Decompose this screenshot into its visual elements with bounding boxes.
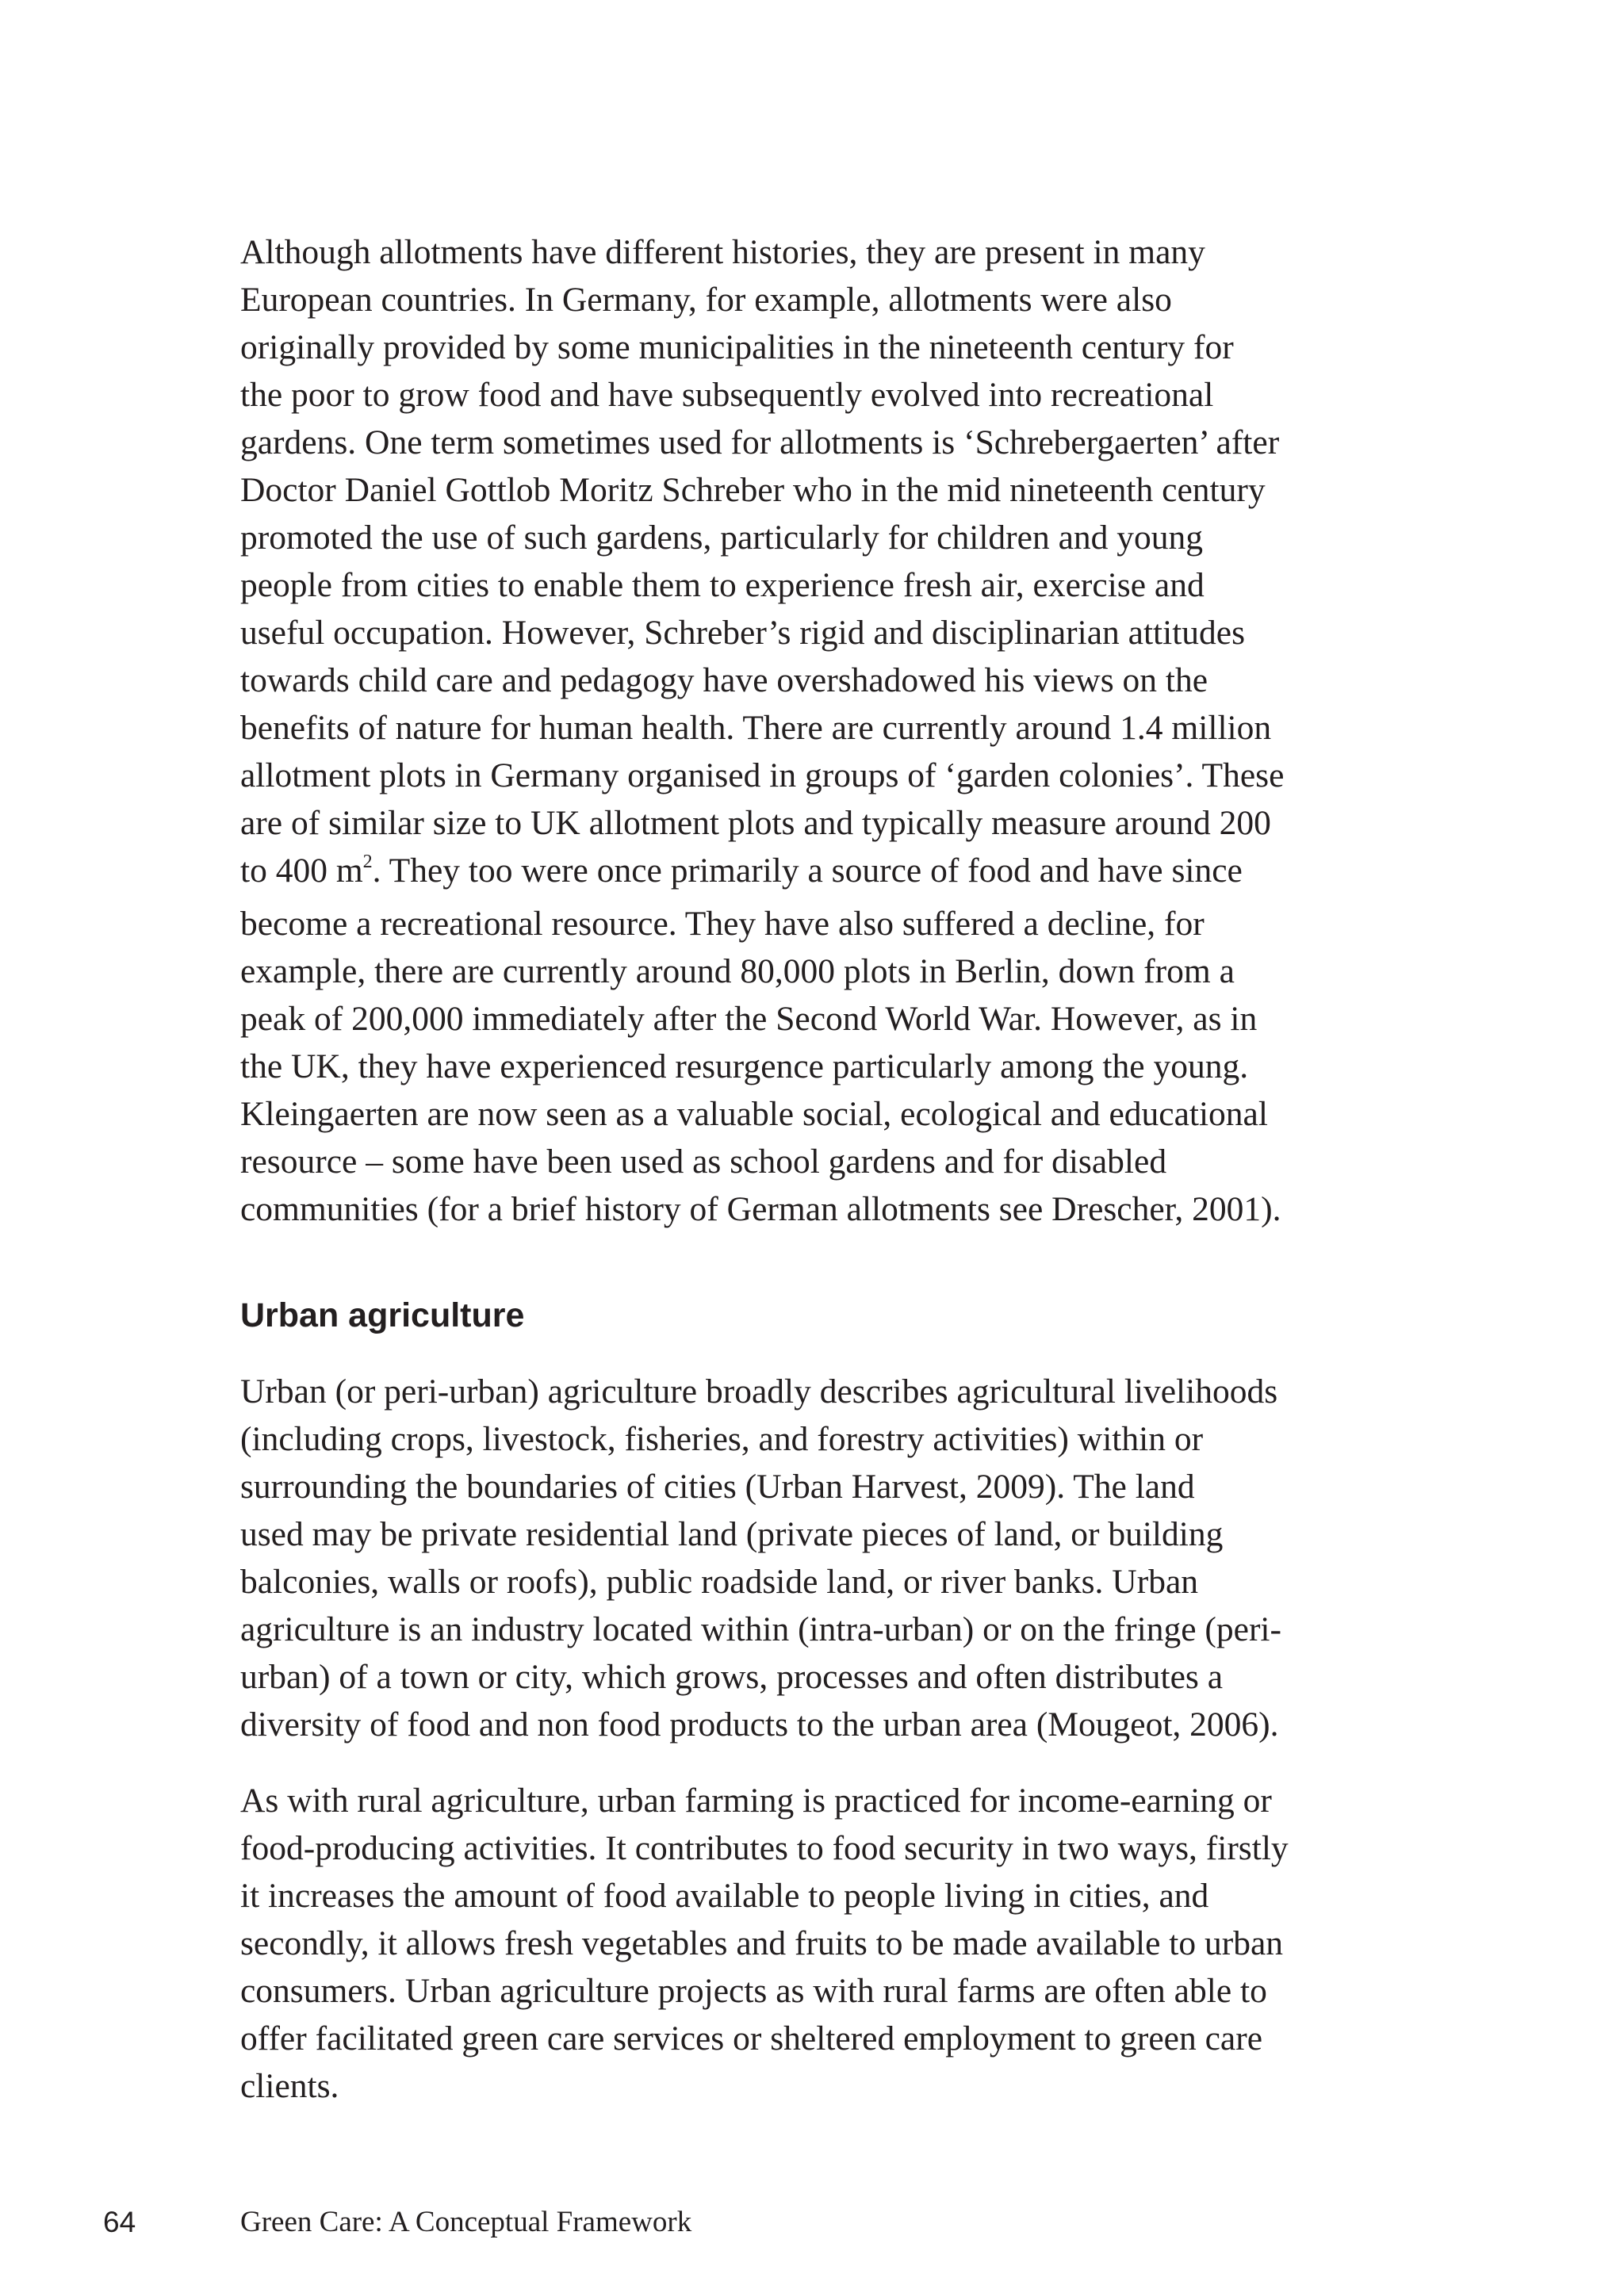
page-number: 64 bbox=[103, 2206, 136, 2238]
text-line: allotment plots in Germany organised in groups of ‘garden colonies’. These bbox=[240, 756, 1285, 794]
text-line: diversity of food and non food products to the urban area (Mougeot, 2006). bbox=[240, 1705, 1279, 1744]
text-line: (including crops, livestock, fisheries, and forestry activities) within or bbox=[240, 1420, 1204, 1458]
text-line: are of similar size to UK allotment plots and typically measure around 200 bbox=[240, 804, 1271, 842]
superscript: 2 bbox=[362, 852, 373, 872]
text-line: Urban (or peri-urban) agriculture broadly describes agricultural livelihoods bbox=[240, 1372, 1278, 1411]
text-line: benefits of nature for human health. There are currently around 1.4 million bbox=[240, 709, 1272, 747]
text-line: example, there are currently around 80,000 plots in Berlin, down from a bbox=[240, 952, 1235, 990]
text-line: peak of 200,000 immediately after the Second World War. However, as in bbox=[240, 1000, 1258, 1038]
page-footer bbox=[0, 2199, 1624, 2246]
paragraph-allotments-germany bbox=[240, 228, 1398, 1233]
text-line: people from cities to enable them to experience fresh air, exercise and bbox=[240, 566, 1205, 604]
text-line: originally provided by some municipalities in the nineteenth century for bbox=[240, 328, 1234, 366]
section-heading-urban-agriculture: Urban agriculture bbox=[240, 1296, 525, 1334]
text-line: offer facilitated green care services or sheltered employment to green care bbox=[240, 2019, 1263, 2058]
text-line: Kleingaerten are now seen as a valuable social, ecological and educational bbox=[240, 1095, 1268, 1133]
text-column bbox=[240, 228, 1398, 2110]
text-line: communities (for a brief history of German allotments see Drescher, 2001). bbox=[240, 1190, 1281, 1228]
text-fragment: . They too were once primarily a source of food and have since bbox=[372, 852, 1243, 890]
text-line: urban) of a town or city, which grows, processes and often distributes a bbox=[240, 1658, 1224, 1696]
text-line: agriculture is an industry located within (intra-urban) or on the fringe (peri- bbox=[240, 1610, 1282, 1648]
text-fragment: to 400 m bbox=[240, 852, 363, 890]
text-line: balconies, walls or roofs), public roadside land, or river banks. Urban bbox=[240, 1563, 1198, 1601]
text-line: towards child care and pedagogy have overshadowed his views on the bbox=[240, 661, 1208, 699]
text-line: gardens. One term sometimes used for allotments is ‘Schrebergaerten’ after bbox=[240, 423, 1280, 461]
text-line: become a recreational resource. They have also suffered a decline, for bbox=[240, 905, 1205, 943]
text-line: food-producing activities. It contributes to food security in two ways, firstly bbox=[240, 1829, 1289, 1867]
text-line: Although allotments have different histories, they are present in many bbox=[240, 233, 1205, 271]
paragraph-urban-agriculture-definition bbox=[240, 1368, 1398, 1748]
text-line: consumers. Urban agriculture projects as with rural farms are often able to bbox=[240, 1972, 1267, 2010]
text-line: secondly, it allows fresh vegetables and fruits to be made available to urban bbox=[240, 1924, 1284, 1962]
text-line: used may be private residential land (private pieces of land, or building bbox=[240, 1515, 1224, 1553]
text-line: clients. bbox=[240, 2067, 339, 2105]
text-line: the UK, they have experienced resurgence particularly among the young. bbox=[240, 1047, 1249, 1085]
text-line: it increases the amount of food available to people living in cities, and bbox=[240, 1877, 1209, 1915]
text-line: promoted the use of such gardens, particularly for children and young bbox=[240, 519, 1204, 557]
text-line: European countries. In Germany, for example, allotments were also bbox=[240, 281, 1172, 319]
running-title: Green Care: A Conceptual Framework bbox=[240, 2206, 692, 2238]
text-line: Doctor Daniel Gottlob Moritz Schreber who in the mid nineteenth century bbox=[240, 471, 1266, 509]
text-line-square-metres bbox=[240, 847, 1398, 900]
paragraph-urban-farming-food-security bbox=[240, 1777, 1398, 2110]
text-line: the poor to grow food and have subsequently evolved into recreational bbox=[240, 376, 1214, 414]
text-line: surrounding the boundaries of cities (Urban Harvest, 2009). The land bbox=[240, 1468, 1195, 1506]
text-line: resource – some have been used as school gardens and for disabled bbox=[240, 1143, 1167, 1181]
text-line: useful occupation. However, Schreber’s rigid and disciplinarian attitudes bbox=[240, 614, 1246, 652]
text-line: As with rural agriculture, urban farming is practiced for income-earning or bbox=[240, 1782, 1272, 1820]
